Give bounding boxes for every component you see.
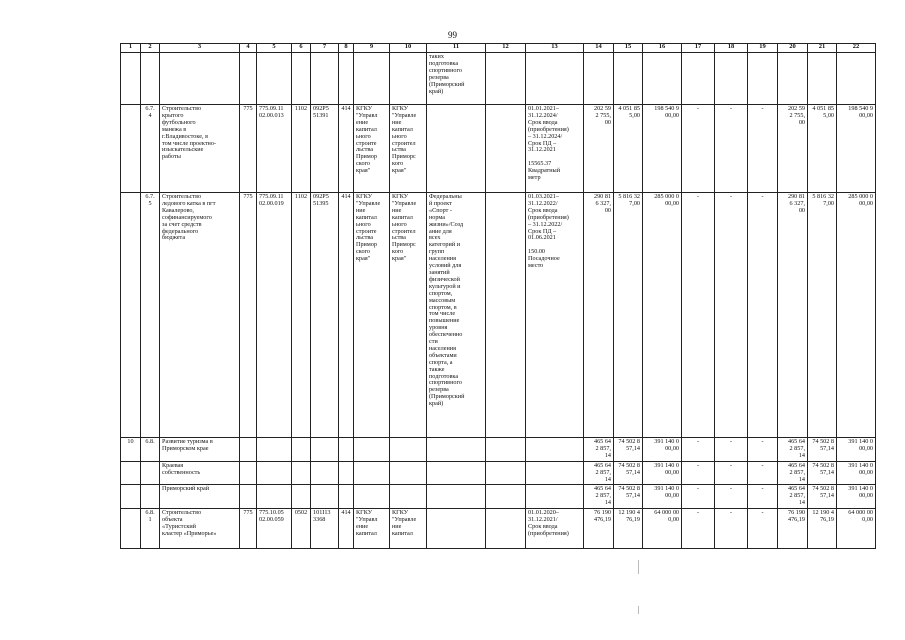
column-number: 4 (240, 44, 257, 53)
table-cell: 74 502 8 57,14 (808, 485, 837, 509)
table-cell: 414 (339, 193, 354, 438)
table-cell (311, 485, 339, 509)
column-number: 10 (390, 44, 427, 53)
table-cell (427, 461, 486, 485)
table-cell (486, 509, 526, 549)
table-cell (390, 485, 427, 509)
scan-artifact-line (638, 560, 639, 574)
table-cell: 414 (339, 105, 354, 193)
column-number: 3 (160, 44, 240, 53)
table-cell (311, 461, 339, 485)
table-cell: КГКУ "Управле ние капитал (390, 509, 427, 549)
table-cell (339, 461, 354, 485)
table-cell (292, 485, 311, 509)
table-cell: 391 140 0 00,00 (643, 461, 682, 485)
table-cell: 6.7. 4 (141, 105, 160, 193)
table-cell (121, 461, 141, 485)
table-cell (240, 53, 257, 105)
table-cell (354, 438, 390, 462)
table-row (121, 438, 876, 462)
table-cell: 01.01.2021– 31.12.2024/ Срок ввода (приобретения) – 31.12.2024/ Срок ПД – 31.12.2021 15565.37 Квадратный метр (526, 105, 584, 193)
table-cell: 465 64 2 857, 14 (778, 461, 808, 485)
column-number: 13 (526, 44, 584, 53)
table-cell: 465 64 2 857, 14 (584, 485, 614, 509)
table-cell: Краевая собственность (160, 461, 240, 485)
table-cell (748, 53, 778, 105)
table-cell (292, 461, 311, 485)
table-cell: 5 816 32 7,00 (808, 193, 837, 438)
table-cell: 64 000 00 0,00 (837, 509, 876, 549)
table-cell (311, 438, 339, 462)
table-cell (486, 485, 526, 509)
table-cell: 10 (121, 438, 141, 462)
table-cell (339, 53, 354, 105)
budget-table (120, 43, 876, 549)
table-header-row (121, 44, 876, 53)
table-cell (240, 438, 257, 462)
table-cell (160, 53, 240, 105)
table-cell: 1102 (292, 105, 311, 193)
table-cell (808, 53, 837, 105)
table-cell (715, 53, 748, 105)
table-cell: 74 502 8 57,14 (808, 461, 837, 485)
table-row (121, 509, 876, 549)
table-cell: 775 (240, 105, 257, 193)
table-cell: 775 (240, 509, 257, 549)
table-cell: - (715, 193, 748, 438)
table-cell: - (715, 509, 748, 549)
table-cell (339, 438, 354, 462)
table-cell (240, 485, 257, 509)
table-cell: - (682, 509, 715, 549)
table-cell (121, 509, 141, 549)
column-number: 1 (121, 44, 141, 53)
scan-artifact-line (638, 606, 639, 614)
table-cell (354, 461, 390, 485)
table-cell (427, 509, 486, 549)
column-number: 5 (257, 44, 292, 53)
table-cell: 202 59 2 755, 00 (778, 105, 808, 193)
table-cell: 775.10.05 02.00.059 (257, 509, 292, 549)
table-cell: - (682, 438, 715, 462)
table-cell: 12 190 4 76,19 (614, 509, 643, 549)
table-cell: 391 140 0 00,00 (837, 438, 876, 462)
table-cell: 198 540 9 00,00 (837, 105, 876, 193)
table-cell: 01.01.2020– 31.12.2021/ Срок ввода (приобретения) (526, 509, 584, 549)
table-cell: - (715, 438, 748, 462)
table-cell (390, 53, 427, 105)
column-number: 17 (682, 44, 715, 53)
column-number: 12 (486, 44, 526, 53)
table-cell (121, 105, 141, 193)
table-cell (257, 53, 292, 105)
table-cell: КГКУ "Управле ние капитал ьного строител ьства Приморс кого края" (390, 105, 427, 193)
table-cell: КГКУ "Управл ение капитал (354, 509, 390, 549)
table-cell (141, 461, 160, 485)
table-cell: 64 000 00 0,00 (643, 509, 682, 549)
table-cell: - (748, 193, 778, 438)
column-number: 8 (339, 44, 354, 53)
table-cell: 391 140 0 00,00 (837, 461, 876, 485)
table-cell: Федеральны й проект «Спорт - норма жизни»/Созд ание для всех категорий и групп населения условий для занятий физической культурой и спортом, массовым спортом, в том числе повышение уровня обеспеченно сти населения объектами спорта, а также подготовка спортивного резерва (Приморский край) (427, 193, 486, 438)
table-cell (643, 53, 682, 105)
table-row (121, 461, 876, 485)
table-cell: Приморский край (160, 485, 240, 509)
table-cell (486, 53, 526, 105)
table-cell: 6.7. 5 (141, 193, 160, 438)
table-cell (427, 485, 486, 509)
table-cell: 01.03.2021– 31.12.2022/ Срок ввода (приобретения) – 31.12.2022/ Срок ПД – 01.06.2021 150.00 Посадочное место (526, 193, 584, 438)
table-cell: 12 190 4 76,19 (808, 509, 837, 549)
table-cell: 198 540 9 00,00 (643, 105, 682, 193)
table-cell: 74 502 8 57,14 (808, 438, 837, 462)
table-cell: 74 502 8 57,14 (614, 461, 643, 485)
table-cell (311, 53, 339, 105)
column-number: 20 (778, 44, 808, 53)
table-cell: 465 64 2 857, 14 (584, 461, 614, 485)
table-cell (486, 461, 526, 485)
table-cell: 775.09.11 02.00.019 (257, 193, 292, 438)
table-row (121, 485, 876, 509)
table-cell (486, 438, 526, 462)
table-cell (240, 461, 257, 485)
table-cell: - (715, 485, 748, 509)
table-cell (121, 485, 141, 509)
table-cell: Развитие туризма в Приморском крае (160, 438, 240, 462)
table-cell (486, 193, 526, 438)
table-cell: 6.8. 1 (141, 509, 160, 549)
table-cell (614, 53, 643, 105)
table-cell (526, 461, 584, 485)
column-number: 9 (354, 44, 390, 53)
table-cell: 391 140 0 00,00 (837, 485, 876, 509)
table-cell: 465 64 2 857, 14 (778, 485, 808, 509)
table-cell: 6.8. (141, 438, 160, 462)
table-cell (427, 438, 486, 462)
table-cell: 1102 (292, 193, 311, 438)
table-cell (257, 461, 292, 485)
table-cell: 285 000 0 00,00 (837, 193, 876, 438)
table-cell (486, 105, 526, 193)
column-number: 6 (292, 44, 311, 53)
table-cell: - (748, 485, 778, 509)
column-number: 14 (584, 44, 614, 53)
table-cell: - (748, 461, 778, 485)
page-number: 99 (448, 30, 457, 40)
table-cell: - (682, 105, 715, 193)
table-cell: Строительство объекта «Туристский кластер «Приморье» (160, 509, 240, 549)
table-cell: 0502 (292, 509, 311, 549)
table-cell: 775 (240, 193, 257, 438)
table-cell (121, 53, 141, 105)
table-cell (427, 105, 486, 193)
column-number: 11 (427, 44, 486, 53)
table-cell: 290 81 6 327, 00 (778, 193, 808, 438)
table-cell: Строительство ледового катка в пгт Кавалерово, софинансируемого за счет средств федерального бюджета (160, 193, 240, 438)
table-cell (526, 438, 584, 462)
table-cell: - (682, 193, 715, 438)
table-cell (526, 485, 584, 509)
table-cell: 76 190 476,19 (584, 509, 614, 549)
table-cell: 092P5 51395 (311, 193, 339, 438)
table-cell: - (715, 105, 748, 193)
column-number: 16 (643, 44, 682, 53)
column-number: 21 (808, 44, 837, 53)
table-cell (292, 438, 311, 462)
column-number: 18 (715, 44, 748, 53)
table-cell: - (682, 485, 715, 509)
column-number: 22 (837, 44, 876, 53)
table-cell: 74 502 8 57,14 (614, 438, 643, 462)
table-cell: 775.09.11 02.00.013 (257, 105, 292, 193)
table-cell (257, 438, 292, 462)
table-cell: 391 140 0 00,00 (643, 485, 682, 509)
table-cell: 285 000 0 00,00 (643, 193, 682, 438)
table-cell (837, 53, 876, 105)
table-cell: 414 (339, 509, 354, 549)
table-cell (292, 53, 311, 105)
table-cell: 290 81 6 327, 00 (584, 193, 614, 438)
table-cell: - (748, 509, 778, 549)
table-cell: - (748, 438, 778, 462)
table-cell: КГКУ "Управле ние капитал ьного строител ьства Приморс кого края" (390, 193, 427, 438)
table-cell: 4 051 85 5,00 (808, 105, 837, 193)
table-cell: 465 64 2 857, 14 (584, 438, 614, 462)
column-number: 7 (311, 44, 339, 53)
table-cell (354, 485, 390, 509)
table-cell (257, 485, 292, 509)
table-cell (339, 485, 354, 509)
table-cell: 391 140 0 00,00 (643, 438, 682, 462)
table-cell: КГКУ "Управле ние капитал ьного строите льства Примор ского края" (354, 193, 390, 438)
table-cell (390, 461, 427, 485)
table-cell: - (748, 105, 778, 193)
table-cell (778, 53, 808, 105)
table-cell: таких подготовка спортивного резерва (Приморский край) (427, 53, 486, 105)
column-number: 2 (141, 44, 160, 53)
table-cell (121, 193, 141, 438)
table-cell: 202 59 2 755, 00 (584, 105, 614, 193)
table-cell (682, 53, 715, 105)
column-number: 15 (614, 44, 643, 53)
table-cell (354, 53, 390, 105)
table-cell: 76 190 476,19 (778, 509, 808, 549)
table-row (121, 193, 876, 438)
table-cell: 5 816 32 7,00 (614, 193, 643, 438)
table-row (121, 53, 876, 105)
table-cell: Строительство крытого футбольного манежа в г.Владивостоке, в том числе проектно- изыскательские работы (160, 105, 240, 193)
table-cell (141, 53, 160, 105)
table-cell: - (682, 461, 715, 485)
table-row (121, 105, 876, 193)
table-cell (584, 53, 614, 105)
table-cell: - (715, 461, 748, 485)
table-cell: 092P5 51391 (311, 105, 339, 193)
table-cell (526, 53, 584, 105)
table-cell (390, 438, 427, 462)
table-cell: 4 051 85 5,00 (614, 105, 643, 193)
table-cell: 101I13 3368 (311, 509, 339, 549)
column-number: 19 (748, 44, 778, 53)
table-cell: КГКУ "Управл ение капитал ьного строите льства Примор ского края" (354, 105, 390, 193)
table-cell: 465 64 2 857, 14 (778, 438, 808, 462)
table-cell: 74 502 8 57,14 (614, 485, 643, 509)
table-cell (141, 485, 160, 509)
